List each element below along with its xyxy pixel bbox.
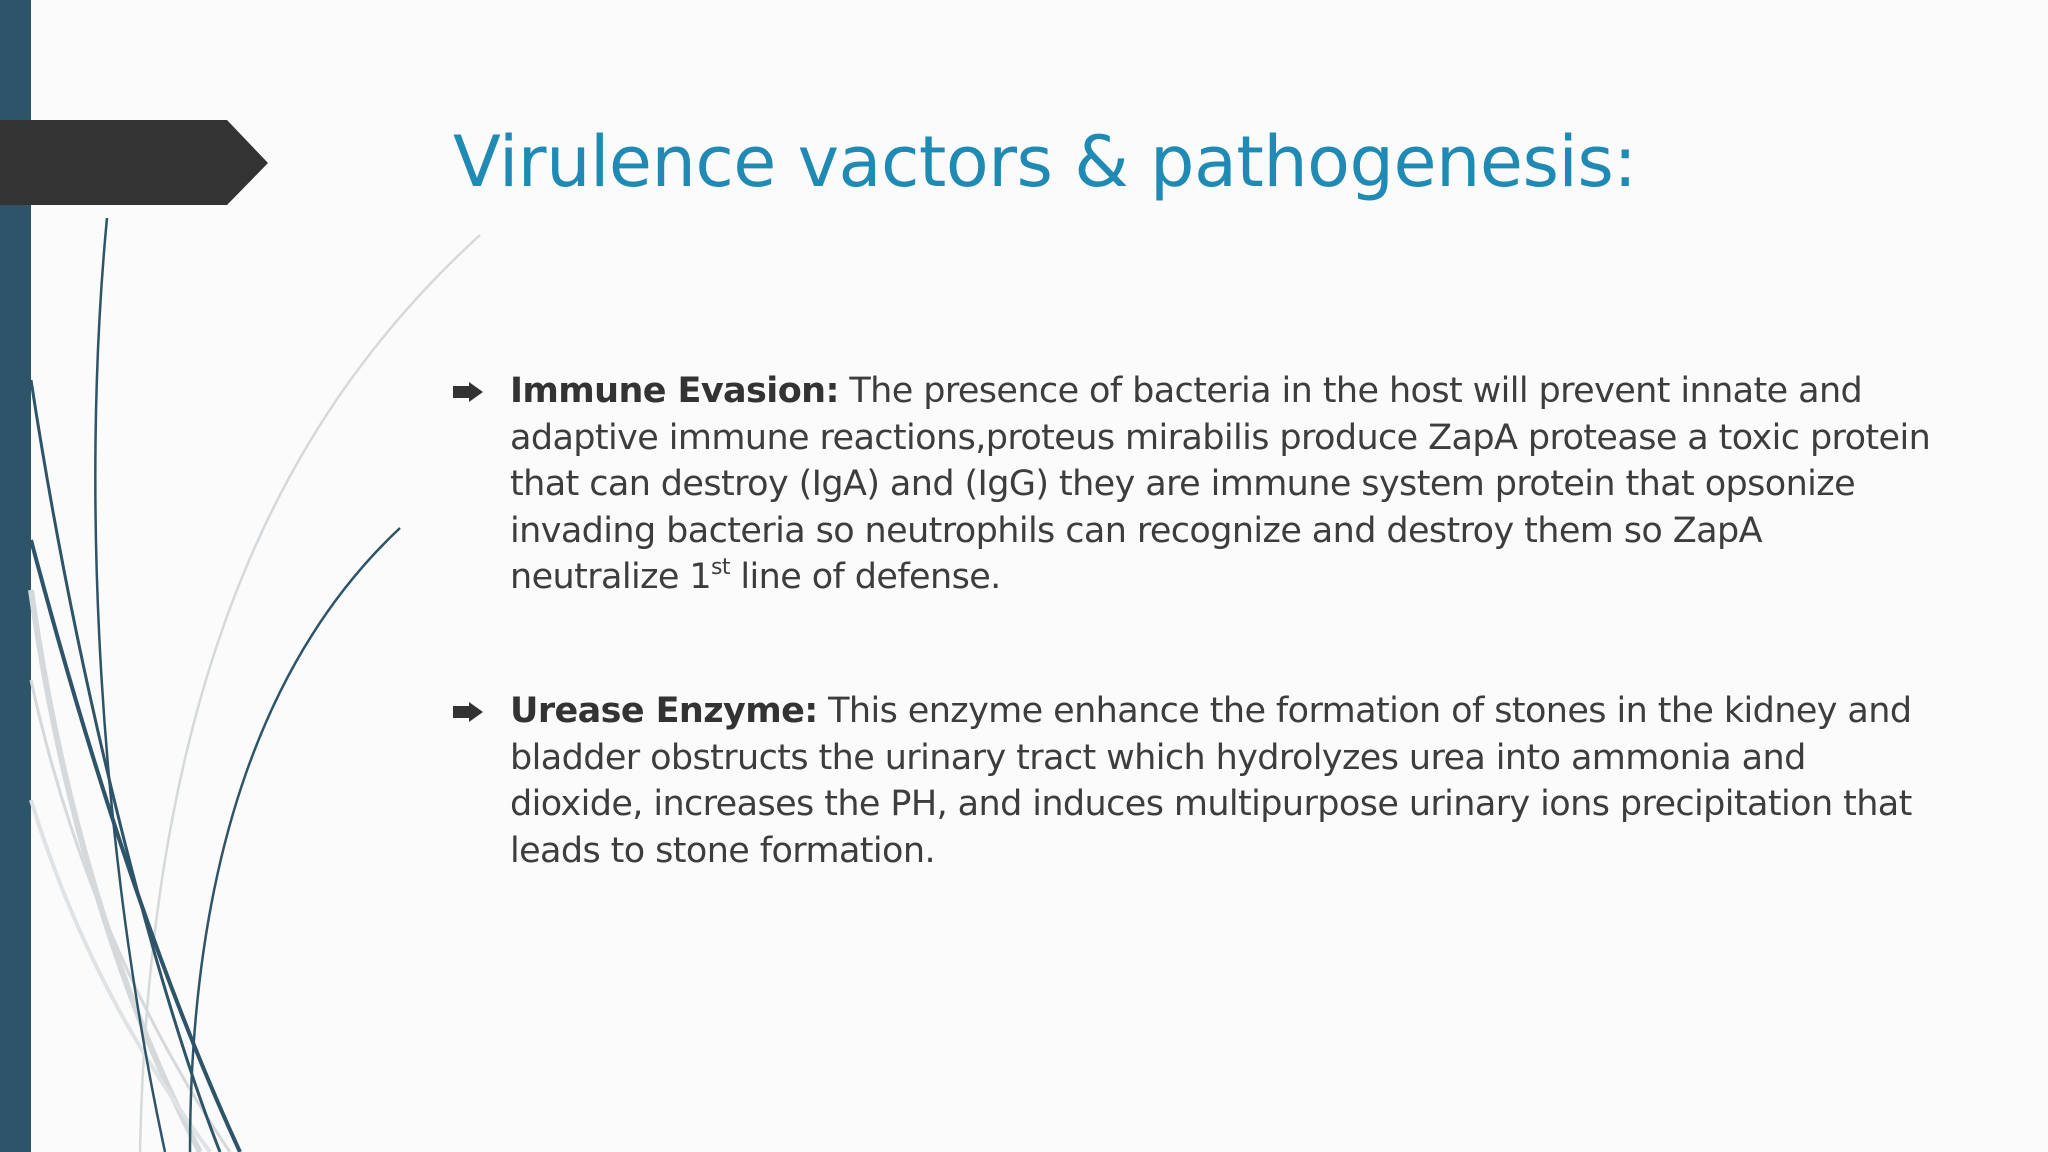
arrow-right-icon xyxy=(453,382,483,402)
bullet-text xyxy=(510,368,1933,601)
bullet-urease-enzyme xyxy=(453,688,1933,874)
bullet-superscript: st xyxy=(711,555,730,580)
bullet-immune-evasion xyxy=(453,368,1933,601)
slide-title: Virulence vactors & pathogenesis: xyxy=(453,121,1637,203)
bullet-body: This enzyme enhance the formation of stones in the kidney and bladder obstructs the urinary tract which hydrolyzes urea into ammonia and dioxide, increases the PH, and induces multipurpose urinary ions precipitation that leads to stone formation. xyxy=(510,691,1912,871)
arrow-banner-shape xyxy=(0,120,268,205)
bullet-body: The presence of bacteria in the host will prevent innate and adaptive immune reactions,proteus mirabilis produce ZapA protease a toxic protein that can destroy (IgA) and (IgG) they are immune system protein that opsonize invading bacteria so neutrophils can recognize and destroy them so ZapA neutralize 1 xyxy=(510,371,1931,597)
bullet-text xyxy=(510,688,1933,874)
bullet-label: Urease Enzyme: xyxy=(510,691,818,731)
bullet-body-end: line of defense. xyxy=(729,557,1001,597)
arrow-right-icon xyxy=(453,702,483,722)
bullet-label: Immune Evasion: xyxy=(510,371,839,411)
